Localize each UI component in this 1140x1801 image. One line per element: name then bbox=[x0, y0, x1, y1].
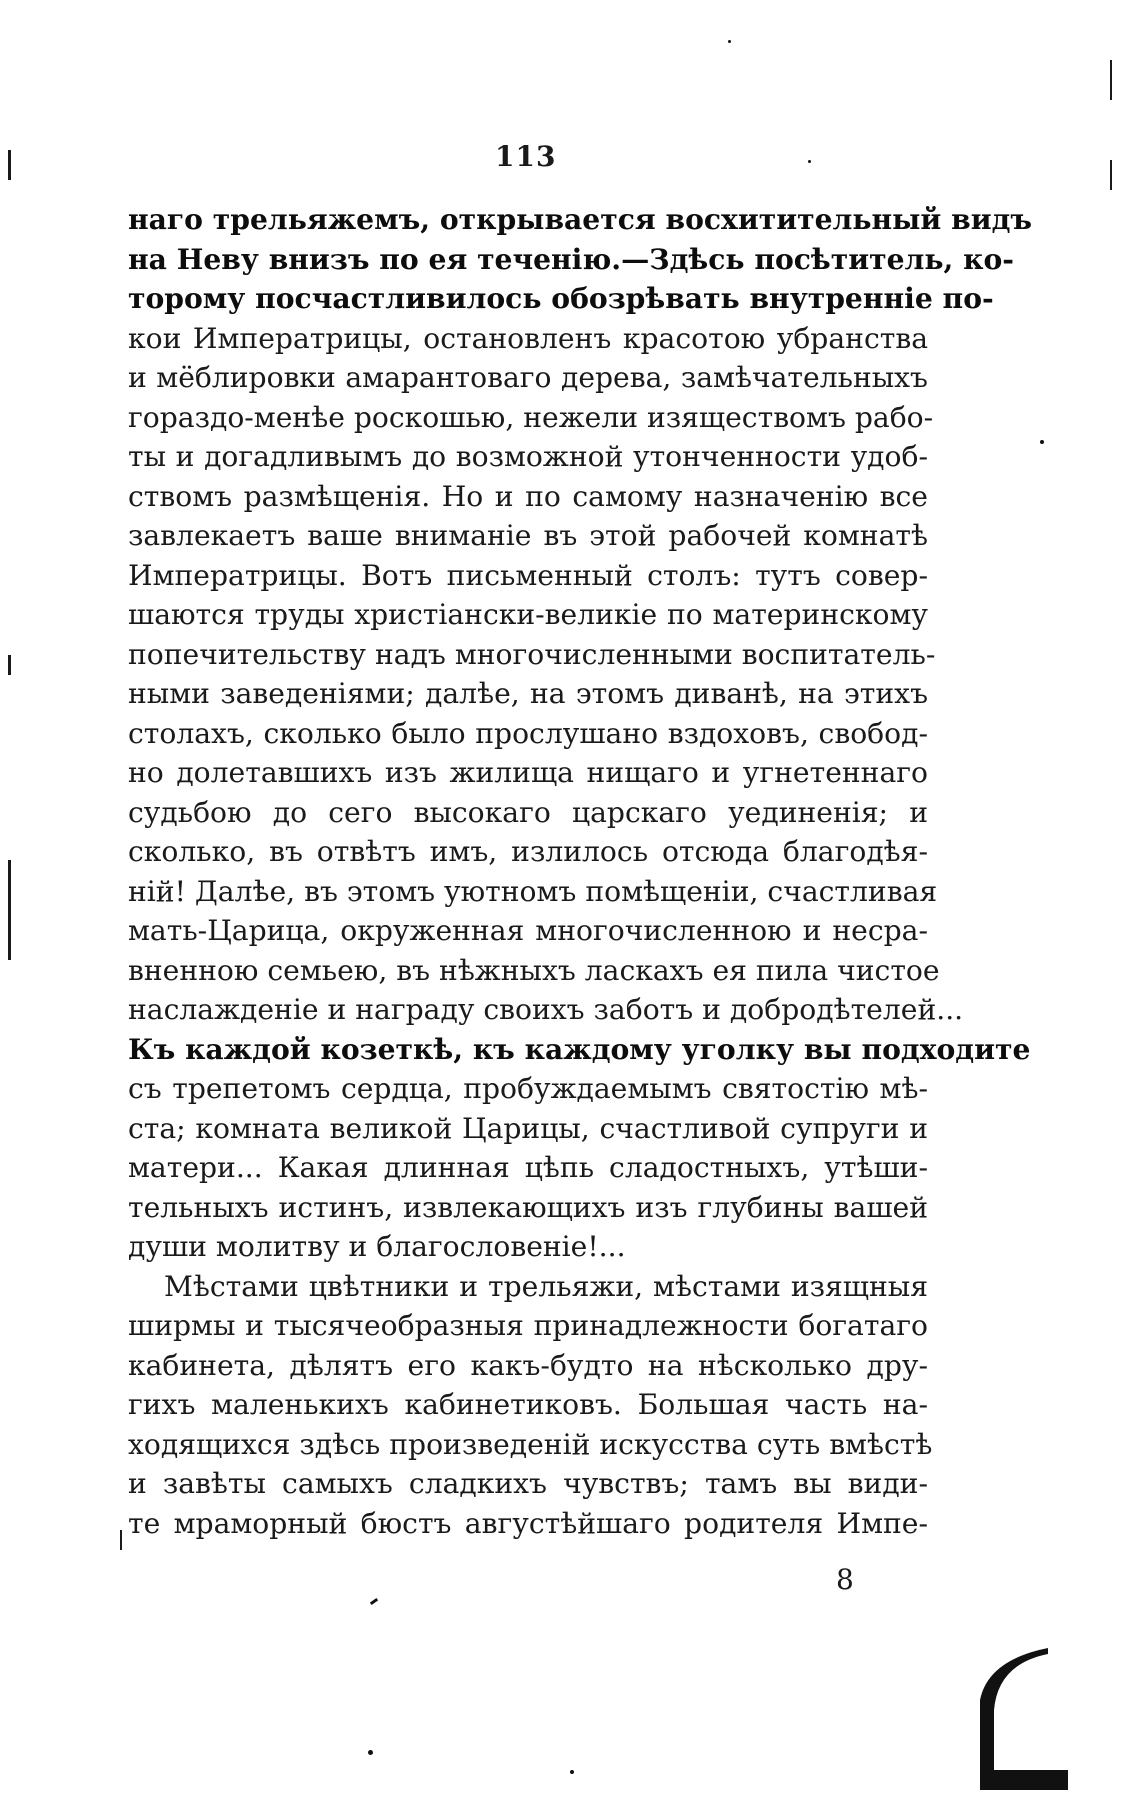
text-line: мать-Царица, окруженная многочисленною и несра- bbox=[128, 914, 928, 947]
text-line: столахъ, сколько было прослушано вздоховъ, свобод- bbox=[128, 716, 928, 750]
text-line: Мѣстами цвѣтники и трельяжи, мѣстами изящныя bbox=[164, 1269, 928, 1303]
text-line: но долетавшихъ изъ жилища нищаго и угнетеннаго bbox=[128, 756, 928, 789]
text-line: души молитву и благословенiе!... bbox=[128, 1230, 626, 1263]
page-corner-artifact bbox=[968, 1640, 1068, 1790]
left-edge-mark bbox=[8, 860, 11, 960]
speck bbox=[1040, 440, 1044, 444]
text-line: тельныхъ истинъ, извлекающихъ изъ глубины вашей bbox=[128, 1190, 928, 1224]
text-line: кои Императрицы, остановленъ красотою убранства bbox=[128, 321, 928, 355]
speck bbox=[570, 1770, 574, 1774]
body-text bbox=[128, 200, 1033, 1543]
speck bbox=[808, 160, 811, 163]
left-edge-mark bbox=[8, 150, 11, 180]
text-line: матери... Какая длинная цѣпь сладостныхъ, утѣши- bbox=[128, 1151, 928, 1184]
text-line: нiй! Далѣе, въ этомъ уютномъ помѣщенiи, счастливая bbox=[128, 874, 938, 908]
text-line: кабинета, дѣлятъ его какъ-будто на нѣсколько дру- bbox=[128, 1348, 928, 1382]
text-line: ными заведенiями; далѣе, на этомъ диванѣ, на этихъ bbox=[128, 677, 928, 710]
text-line: гораздо-менѣе роскошью, нежели изяществомъ рабо- bbox=[128, 400, 934, 434]
left-edge-mark bbox=[120, 1530, 122, 1550]
text-line: вненною семьею, въ нѣжныхъ ласкахъ ея пила чистое bbox=[128, 953, 940, 987]
text-line: ствомъ размѣщенiя. Но и по самому назначенiю все bbox=[128, 479, 928, 513]
speck bbox=[370, 1598, 378, 1605]
text-line: ты и догадливымъ до возможной утонченности удоб- bbox=[128, 440, 928, 473]
left-edge-mark bbox=[8, 655, 11, 675]
text-line: и завѣты самыхъ сладкихъ чувствъ; тамъ вы види- bbox=[128, 1467, 928, 1500]
text-line: наго трельяжемъ, открывается восхитительный видъ bbox=[128, 203, 1033, 236]
text-line: Къ каждой козеткѣ, къ каждому уголку вы подходите bbox=[128, 1032, 1031, 1066]
text-line: торому посчастливилось обозрѣвать внутреннiе по- bbox=[128, 282, 994, 315]
text-line: Императрицы. Вотъ письменный столъ: тутъ совер- bbox=[128, 558, 928, 592]
text-line: ширмы и тысячеобразныя принадлежности богатаго bbox=[128, 1309, 928, 1342]
speck bbox=[368, 1750, 373, 1755]
text-line: наслажденiе и награду своихъ заботъ и добродѣтелей... bbox=[128, 993, 964, 1026]
text-line: сколько, въ отвѣтъ имъ, излилось отсюда благодѣя- bbox=[128, 835, 928, 868]
right-edge-mark bbox=[1110, 60, 1112, 100]
text-line: завлекаетъ ваше вниманiе въ этой рабочей комнатѣ bbox=[128, 519, 928, 552]
text-line: ста; комната великой Царицы, счастливой супруги и bbox=[128, 1111, 928, 1145]
text-line: съ трепетомъ сердца, пробуждаемымъ святостiю мѣ- bbox=[128, 1072, 928, 1105]
signature-mark: 8 bbox=[836, 1563, 854, 1596]
right-edge-mark bbox=[1110, 160, 1112, 190]
page-number: 113 bbox=[495, 140, 557, 173]
text-line: судьбою до сего высокаго царскаго уединенiя; и bbox=[128, 795, 928, 829]
text-line: попечительству надъ многочисленными воспитатель- bbox=[128, 637, 936, 671]
text-line: шаются труды христiански-великiе по материнскому bbox=[128, 598, 928, 631]
text-line: и мёблировки амарантоваго дерева, замѣчательныхъ bbox=[128, 361, 928, 394]
speck bbox=[728, 40, 731, 43]
text-line: те мраморный бюстъ августѣйшаго родителя Импе- bbox=[128, 1506, 928, 1540]
text-line: на Неву внизъ по ея теченiю.—Здѣсь посѣтитель, ко- bbox=[128, 242, 1015, 276]
text-line: ходящихся здѣсь произведенiй искусства суть вмѣстѣ bbox=[128, 1427, 933, 1461]
text-line: гихъ маленькихъ кабинетиковъ. Большая часть на- bbox=[128, 1388, 928, 1421]
